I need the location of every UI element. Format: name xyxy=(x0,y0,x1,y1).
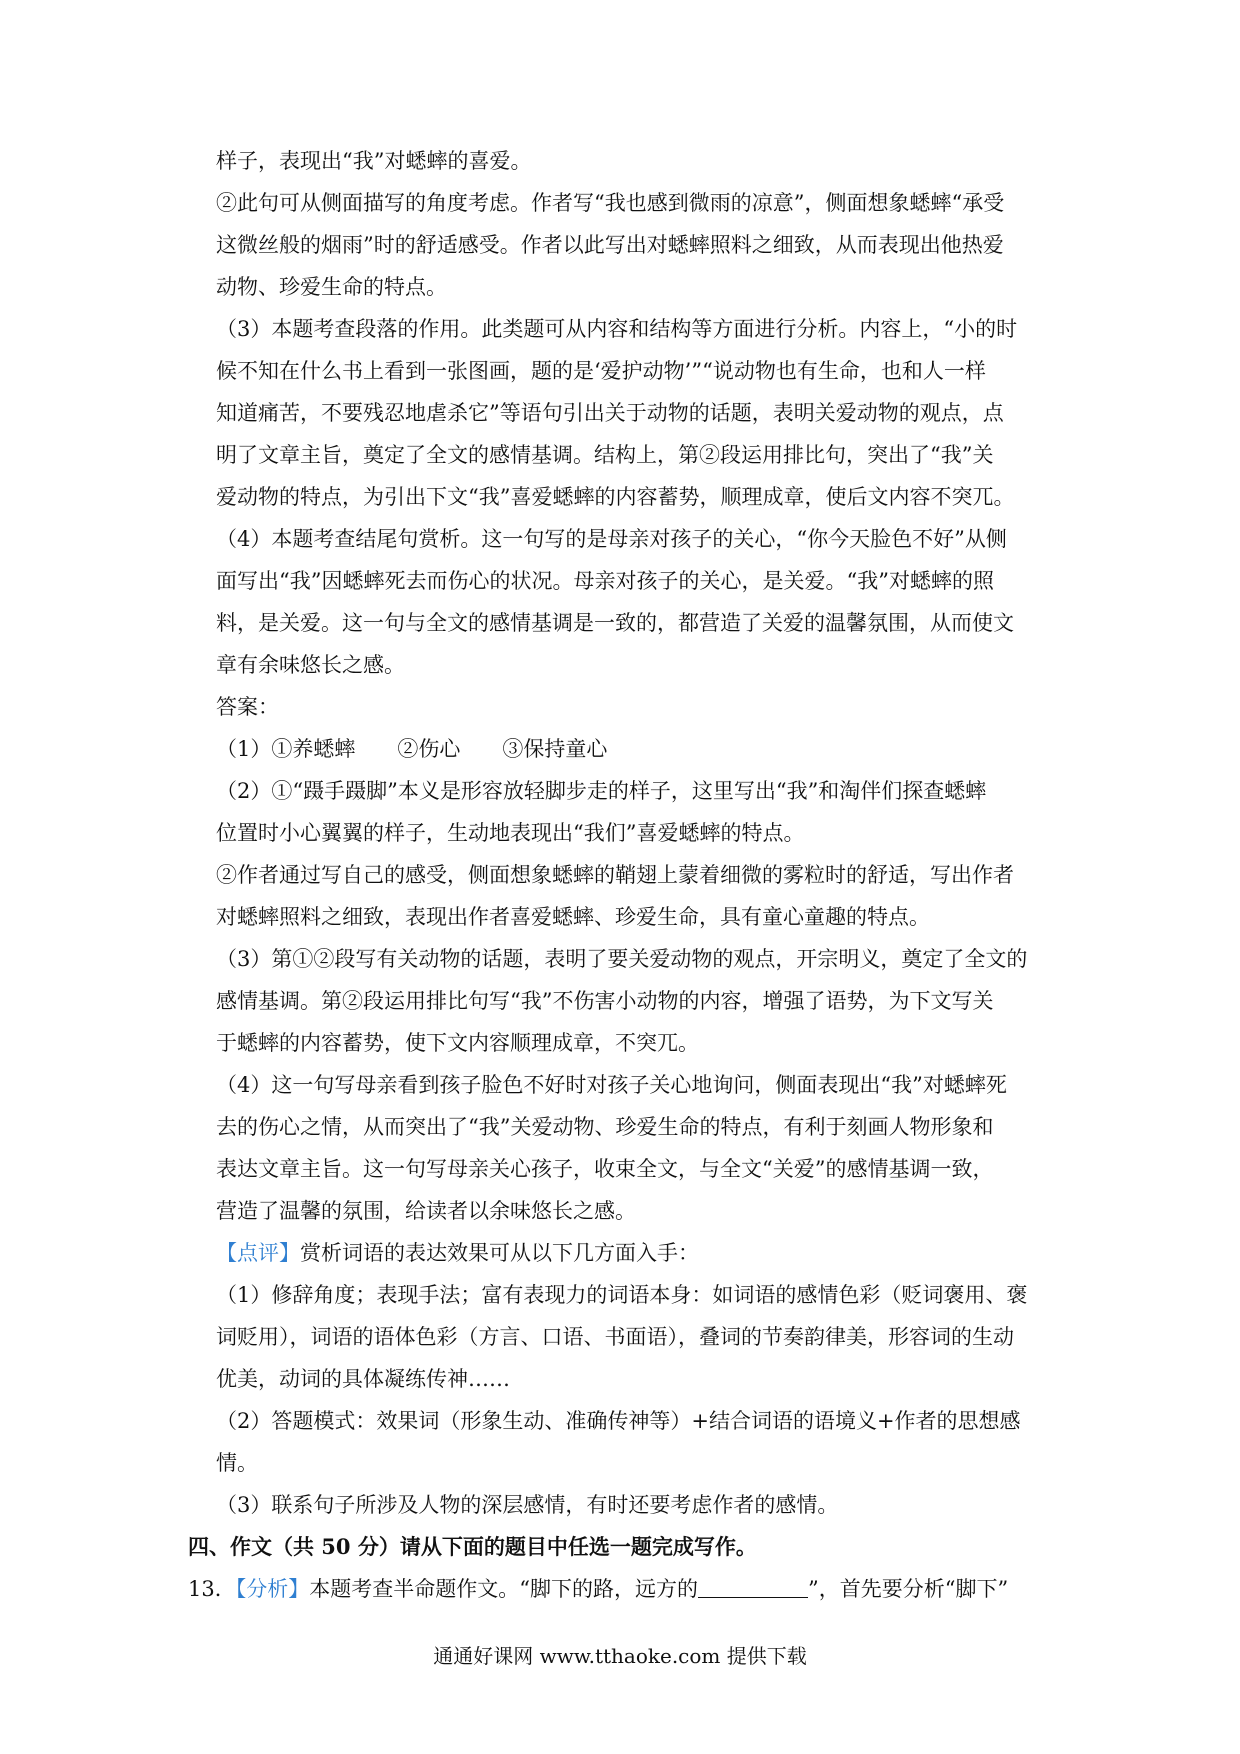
answer-line: 营造了温馨的氛围，给读者以余味悠长之感。 xyxy=(216,1199,636,1223)
text-line: 知道痛苦，不要残忍地虐杀它”等语句引出关于动物的话题，表明关爱动物的观点，点 xyxy=(216,401,1004,425)
text-line: ②此句可从侧面描写的角度考虑。作者写“我也感到微雨的凉意”，侧面想象蟋蟀“承受 xyxy=(216,191,1005,215)
answer-line: 感情基调。第②段运用排比句写“我”不伤害小动物的内容，增强了语势，为下文写关 xyxy=(216,989,994,1013)
answer-line: 表达文章主旨。这一句写母亲关心孩子，收束全文，与全文“关爱”的感情基调一致， xyxy=(216,1157,994,1181)
section-heading: 四、作文（共 50 分）请从下面的题目中任选一题完成写作。 xyxy=(188,1534,757,1559)
answer-line: （4）这一句写母亲看到孩子脸色不好时对孩子关心地询问，侧面表现出“我”对蟋蟀死 xyxy=(216,1073,1007,1097)
answer-line: ②作者通过写自己的感受，侧面想象蟋蟀的鞘翅上蒙着细微的雾粒时的舒适，写出作者 xyxy=(216,863,1014,887)
text-line: 章有余味悠长之感。 xyxy=(216,653,405,677)
review-line: 词贬用），词语的语体色彩（方言、口语、书面语），叠词的节奏韵律美，形容词的生动 xyxy=(216,1325,1014,1349)
text-line: 候不知在什么书上看到一张图画，题的是‘爱护动物’”“说动物也有生命，也和人一样 xyxy=(216,359,986,383)
answer-label: 答案： xyxy=(216,695,279,719)
review-intro xyxy=(216,1232,1054,1274)
fill-blank xyxy=(698,1577,808,1598)
question-text-before: 本题考查半命题作文。“脚下的路，远方的 xyxy=(309,1577,698,1601)
review-tag: 【点评】 xyxy=(216,1241,300,1265)
text-line: 料，是关爱。这一句与全文的感情基调是一致的，都营造了关爱的温馨氛围，从而使文 xyxy=(216,611,1014,635)
text-line: 这微丝般的烟雨”时的舒适感受。作者以此写出对蟋蟀照料之细致，从而表现出他热爱 xyxy=(216,233,1004,257)
page-content xyxy=(188,140,1054,1610)
answer-line: 位置时小心翼翼的样子，生动地表现出“我们”喜爱蟋蟀的特点。 xyxy=(216,821,805,845)
text-line: 动物、珍爱生命的特点。 xyxy=(216,275,447,299)
answer-line: （2）①“蹑手蹑脚”本义是形容放轻脚步走的样子，这里写出“我”和淘伴们探查蟋蟀 xyxy=(216,779,987,803)
analysis-tag: 【分析】 xyxy=(235,1577,310,1601)
answer-line: 去的伤心之情，从而突出了“我”关爱动物、珍爱生命的特点，有利于刻画人物形象和 xyxy=(216,1115,994,1139)
answer-line: 对蟋蟀照料之细致，表现出作者喜爱蟋蟀、珍爱生命，具有童心童趣的特点。 xyxy=(216,905,930,929)
answer-line: （3）第①②段写有关动物的话题，表明了要关爱动物的观点，开宗明义，奠定了全文的 xyxy=(216,947,1028,971)
review-line: 优美，动词的具体凝练传神…… xyxy=(216,1367,510,1391)
text-line: 爱动物的特点，为引出下文“我”喜爱蟋蟀的内容蓄势，顺理成章，使后文内容不突兀。 xyxy=(216,485,1015,509)
review-text: 赏析词语的表达效果可从以下几方面入手： xyxy=(300,1241,699,1265)
text-line: 明了文章主旨，奠定了全文的感情基调。结构上，第②段运用排比句，突出了“我”关 xyxy=(216,443,994,467)
review-line: （2）答题模式：效果词（形象生动、准确传神等）+结合词语的语境义+作者的思想感情。 xyxy=(216,1409,1021,1475)
text-line: 样子，表现出“我”对蟋蟀的喜爱。 xyxy=(216,149,532,173)
answer-line: （1）①养蟋蟀 ②伤心 ③保持童心 xyxy=(216,737,608,761)
review-line: （3）联系句子所涉及人物的深层感情，有时还要考虑作者的感情。 xyxy=(216,1493,839,1517)
question-13 xyxy=(188,1568,1054,1610)
answer-line: 于蟋蟀的内容蓄势，使下文内容顺理成章，不突兀。 xyxy=(216,1031,699,1055)
page-footer: 通通好课网 www.tthaoke.com 提供下载 xyxy=(433,1644,807,1668)
text-line: （4）本题考查结尾句赏析。这一句写的是母亲对孩子的关心，“你今天脸色不好”从侧 xyxy=(216,527,1007,551)
question-number: 13． xyxy=(188,1577,236,1601)
review-line: （1）修辞角度；表现手法；富有表现力的词语本身：如词语的感情色彩（贬词褒用、褒 xyxy=(216,1283,1028,1307)
question-text-after: ”，首先要分析“脚下” xyxy=(807,1577,1009,1601)
text-line: （3）本题考查段落的作用。此类题可从内容和结构等方面进行分析。内容上，“小的时 xyxy=(216,317,1018,341)
text-line: 面写出“我”因蟋蟀死去而伤心的状况。母亲对孩子的关心，是关爱。“我”对蟋蟀的照 xyxy=(216,569,994,593)
